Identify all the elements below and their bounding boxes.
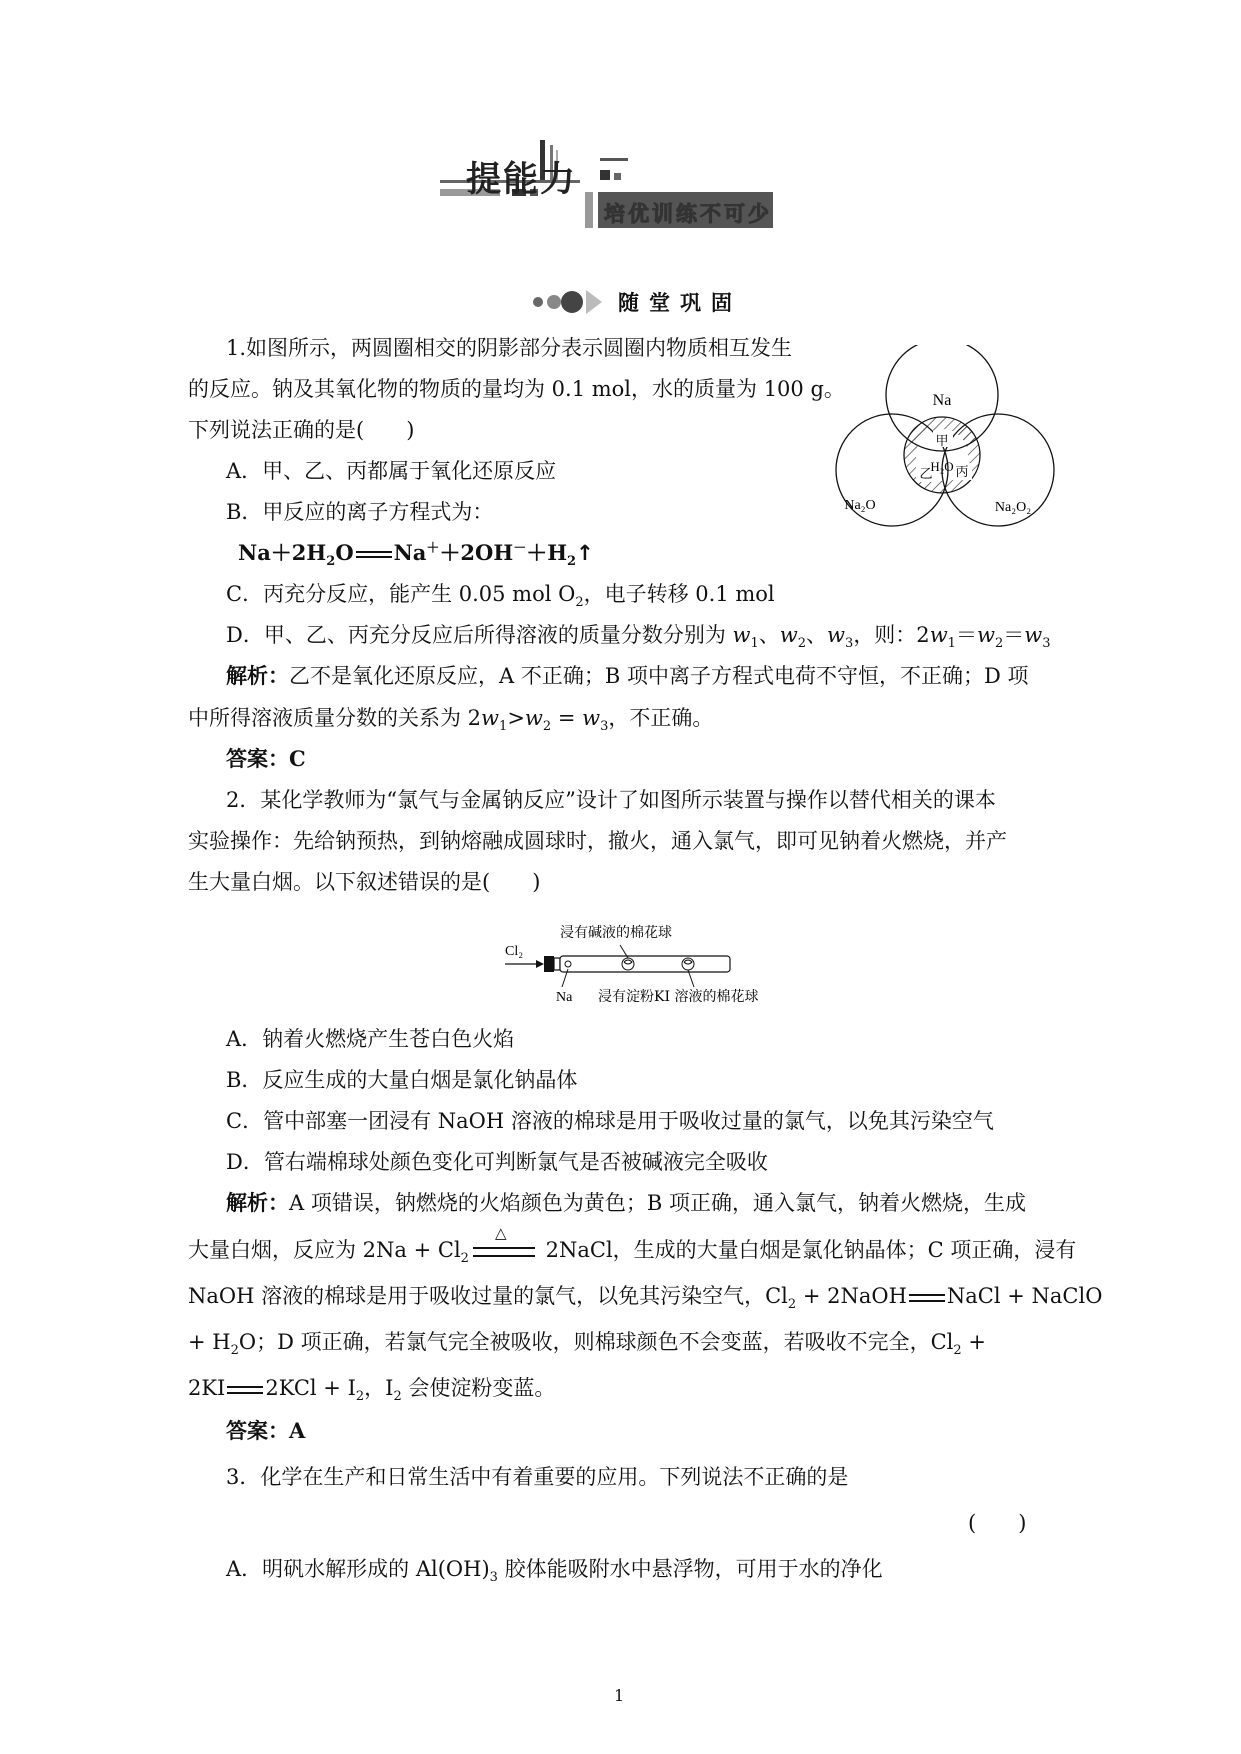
q2-option-b: B．反应生成的大量白烟是氯化钠晶体 bbox=[226, 1068, 578, 1092]
venn-jia-label: 甲 bbox=[935, 434, 949, 449]
q2-answer: 答案：A bbox=[226, 1418, 306, 1443]
q3-stem: 3．化学在生产和日常生活中有着重要的应用。下列说法不正确的是 bbox=[226, 1465, 849, 1489]
page-number: 1 bbox=[614, 1686, 625, 1705]
venn-bing-label: 丙 bbox=[955, 465, 969, 480]
q1-stem-line3: 下列说法正确的是( ) bbox=[188, 418, 415, 442]
q2-analysis-line3: NaOH 溶液的棉球是用于吸收过量的氯气，以免其污染空气，$Cl_2$ + 2NaOH NaCl + NaClO bbox=[188, 1284, 1103, 1313]
q2-analysis-line5: 2KI $2KCl + I_2$，$I_2$ 会使淀粉变蓝。 bbox=[188, 1376, 556, 1405]
q1-analysis-line1: 解析：乙不是氧化还原反应，A 不正确；B 项中离子方程式电荷不守恒，不正确；D 项 bbox=[226, 663, 1029, 688]
q1-answer: 答案：C bbox=[226, 746, 306, 771]
banner-subtitle: 培优训练不可少 bbox=[604, 202, 772, 226]
section-title: 随堂巩固 bbox=[618, 290, 742, 315]
section-title-dots-icon bbox=[530, 285, 610, 319]
venn-na-label: Na bbox=[932, 392, 952, 409]
q1-option-a: A．甲、乙、丙都属于氧化还原反应 bbox=[226, 459, 557, 483]
q2-option-d: D．管右端棉球处颜色变化可判断氯气是否被碱液完全吸收 bbox=[226, 1150, 768, 1174]
banner-title: 提能力 bbox=[466, 160, 578, 200]
apparatus-bottom-label: 浸有淀粉KI 溶液的棉花球 bbox=[598, 989, 759, 1005]
apparatus-na-label: Na bbox=[556, 990, 573, 1005]
venn-h2o-label: H₂O bbox=[930, 459, 954, 474]
q1-stem-line2: 的反应。钠及其氧化物的物质的量均为 0.1 mol，水的质量为 100 g。 bbox=[188, 377, 845, 401]
q1-option-b: B．甲反应的离子方程式为： bbox=[226, 500, 494, 524]
q2-apparatus-diagram bbox=[500, 917, 800, 1007]
q2-stem-line2: 实验操作：先给钠预热，到钠熔融成圆球时，撤火，通入氯气，即可见钠着火燃烧，并产 bbox=[188, 829, 1007, 853]
q2-analysis-line4: + $H_2O$；D 项正确，若氯气完全被吸收，则棉球颜色不会变蓝，若吸收不完全，$Cl_2$ + bbox=[188, 1330, 986, 1359]
q1-analysis-line2: 中所得溶液质量分数的关系为 $2w_1>w_2 = w_3$，不正确。 bbox=[188, 706, 714, 735]
q2-option-a: A．钠着火燃烧产生苍白色火焰 bbox=[226, 1027, 515, 1051]
q1-option-c: C．丙充分反应，能产生 0.05 mol $O_2$，电子转移 0.1 mol bbox=[226, 582, 775, 611]
q2-analysis-line2: 大量白烟，反应为 $2Na + Cl_2$ △ 2NaCl，生成的大量白烟是氯化钠晶体；C 项正确，浸有 bbox=[188, 1223, 1077, 1267]
q3-answer-paren: ( ) bbox=[968, 1511, 1027, 1535]
q1-option-b-equation: $Na+2H_2O$ $Na^++2OH^-+H_2↑$ bbox=[238, 540, 594, 570]
q1-venn-diagram bbox=[830, 345, 1060, 545]
heat-condition-icon: △ bbox=[494, 1223, 507, 1242]
venn-na2o2-label: Na₂O₂ bbox=[994, 500, 1032, 515]
q2-analysis-line1: 解析：A 项错误，钠燃烧的火焰颜色为黄色；B 项正确，通入氯气，钠着火燃烧，生成 bbox=[226, 1190, 1026, 1215]
q2-stem-line1: 2．某化学教师为“氯气与金属钠反应”设计了如图所示装置与操作以替代相关的课本 bbox=[226, 788, 996, 812]
q1-stem-line1: 1.如图所示，两圆圈相交的阴影部分表示圆圈内物质相互发生 bbox=[226, 336, 793, 360]
venn-na2o-label: Na₂O bbox=[844, 498, 876, 513]
apparatus-top-label: 浸有碱液的棉花球 bbox=[560, 925, 672, 941]
venn-yi-label: 乙 bbox=[919, 467, 933, 482]
q2-stem-line3: 生大量白烟。以下叙述错误的是( ) bbox=[188, 870, 541, 894]
up-arrow-icon: ↑ bbox=[576, 541, 594, 565]
q2-option-c: C．管中部塞一团浸有 NaOH 溶液的棉球是用于吸收过量的氯气，以免其污染空气 bbox=[226, 1109, 994, 1133]
q1-option-d: D．甲、乙、丙充分反应后所得溶液的质量分数分别为 $w_1$、$w_2$、$w_3$，则：$2w_1=w_2=w_3$ bbox=[226, 623, 1051, 652]
apparatus-cl2-label: Cl₂ bbox=[505, 944, 524, 959]
q3-option-a: A．明矾水解形成的 $Al(OH)_3$ 胶体能吸附水中悬浮物，可用于水的净化 bbox=[226, 1557, 883, 1586]
